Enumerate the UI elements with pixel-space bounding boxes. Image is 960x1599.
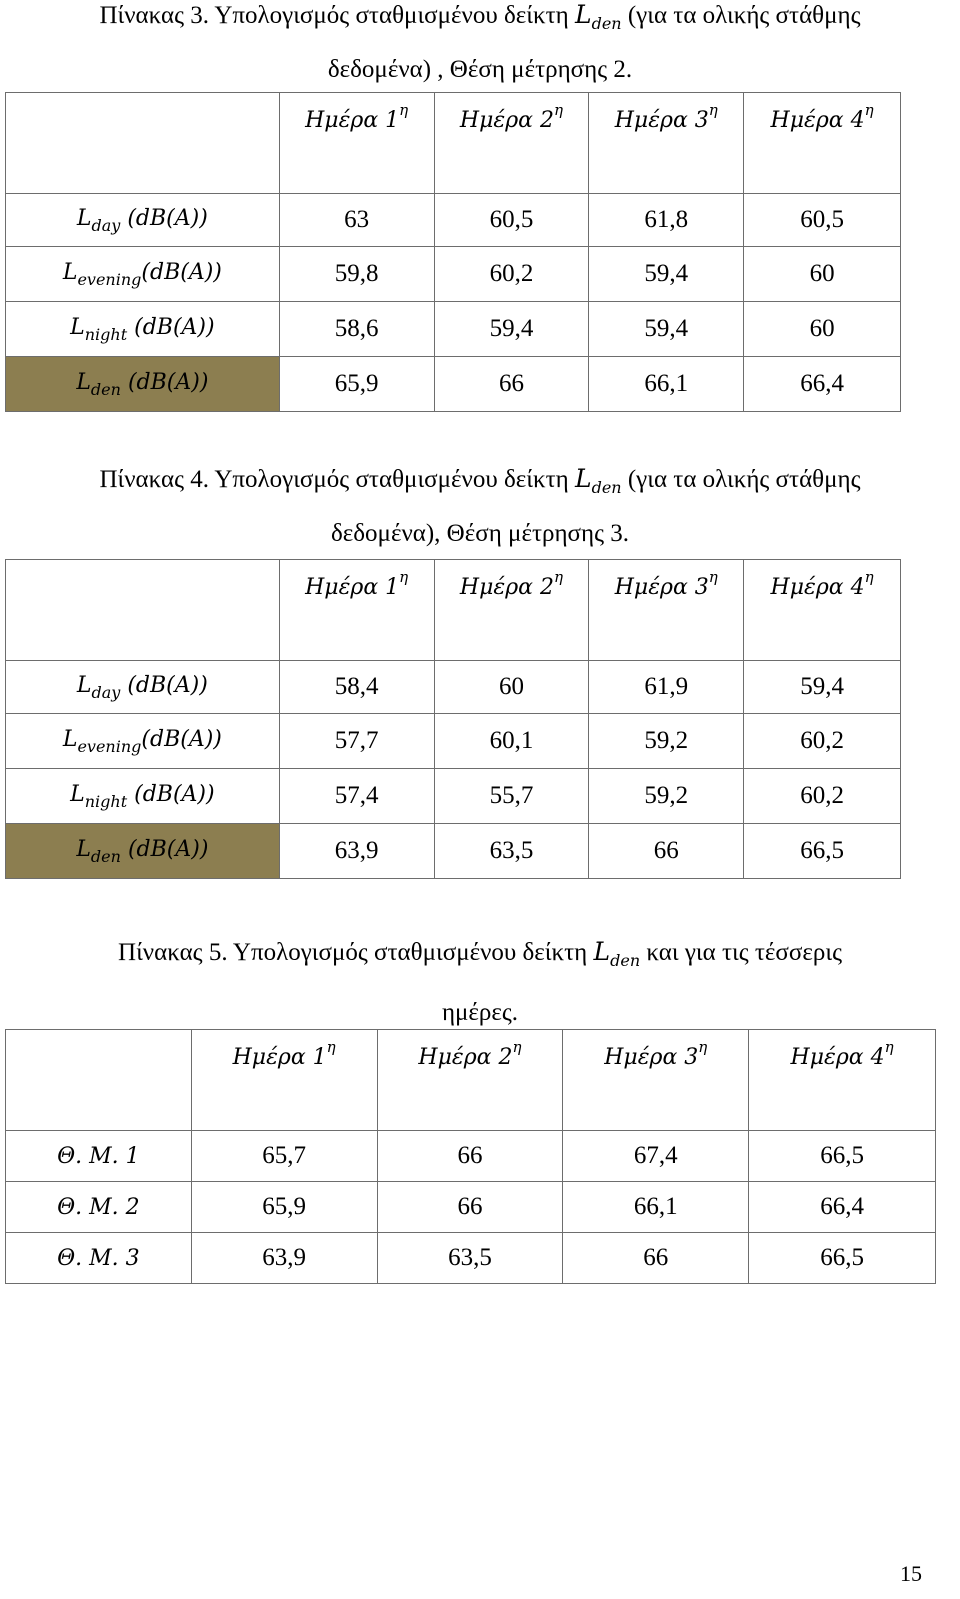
table-3: [5, 92, 901, 412]
table-cell: 61,9: [589, 661, 744, 714]
table-cell: 66: [589, 824, 744, 879]
table-cell: 59,8: [279, 247, 434, 302]
header-day-1: Ημέρα $1^\eta$: [279, 560, 434, 661]
caption-text: Πίνακας 4. Υπολογισμός σταθμισμένου δείκτη: [99, 466, 569, 493]
table-cell: 66: [434, 357, 589, 412]
table-cell: 59,4: [744, 661, 901, 714]
header-day-4: Ημέρα $4^\eta$: [749, 1030, 936, 1131]
table-row-lday: [6, 661, 901, 714]
corner-cell: [6, 1030, 192, 1131]
table-cell: 57,4: [279, 769, 434, 824]
caption-symbol: $L_{den}$: [574, 0, 622, 33]
table-3-caption: [0, 0, 960, 93]
caption-text: Πίνακας 5. Υπολογισμός σταθμισμένου δείκτη: [118, 939, 588, 966]
caption-line2: δεδομένα) , Θέση μέτρησης 2.: [327, 56, 633, 83]
row-label-levening: $L_{evening}(dB(A))$: [6, 247, 280, 302]
header-day-1: Ημέρα $1^\eta$: [279, 93, 434, 194]
row-label-lday: $L_{day}$ (dB(A)): [6, 661, 280, 714]
row-label-lday: $L_{day}$ (dB(A)): [6, 194, 280, 247]
header-row: [6, 93, 901, 194]
header-day-4: Ημέρα $4^\eta$: [744, 93, 901, 194]
table-cell: 59,2: [589, 714, 744, 769]
table-cell: 59,4: [589, 302, 744, 357]
caption-symbol: $L_{den}$: [593, 937, 641, 970]
table-cell: 65,9: [191, 1182, 377, 1233]
header-day-3: Ημέρα $3^\eta$: [589, 560, 744, 661]
row-label-position-1: Θ. Μ. 1: [6, 1131, 192, 1182]
table-cell: 58,6: [279, 302, 434, 357]
table-cell: 55,7: [434, 769, 589, 824]
table-4-caption: [0, 456, 960, 557]
table-cell: 66,1: [589, 357, 744, 412]
table-5-caption: [0, 926, 960, 1039]
table-cell: 63,5: [377, 1233, 563, 1284]
table-cell: 58,4: [279, 661, 434, 714]
row-label-lnight: $L_{night}$ (dB(A)): [6, 302, 280, 357]
table-cell: 60,5: [434, 194, 589, 247]
table-row-lden: [6, 357, 901, 412]
row-label-lden: $L_{den}$ (dB(A)): [6, 824, 280, 879]
table-cell: 61,8: [589, 194, 744, 247]
caption-tail: και για τις τέσσερις: [646, 939, 842, 966]
row-label-position-3: Θ. Μ. 3: [6, 1233, 192, 1284]
table-cell: 59,4: [589, 247, 744, 302]
table-row-levening: [6, 247, 901, 302]
table-4: [5, 559, 901, 879]
caption-tail: (για τα ολικής στάθμης: [627, 466, 861, 493]
corner-cell: [6, 93, 280, 194]
table-cell: 59,2: [589, 769, 744, 824]
table-row-lden: [6, 824, 901, 879]
caption-text: Πίνακας 3. Υπολογισμός σταθμισμένου δείκτη: [99, 2, 569, 29]
table-cell: 66,4: [749, 1182, 936, 1233]
table-cell: 65,7: [191, 1131, 377, 1182]
header-day-2: Ημέρα $2^\eta$: [434, 93, 589, 194]
table-cell: 66,1: [563, 1182, 749, 1233]
table-cell: 66,5: [749, 1233, 936, 1284]
table-row-position-2: [6, 1182, 936, 1233]
table-row-position-1: [6, 1131, 936, 1182]
table-row-position-3: [6, 1233, 936, 1284]
table-cell: 67,4: [563, 1131, 749, 1182]
table-cell: 63,9: [191, 1233, 377, 1284]
header-day-1: Ημέρα $1^\eta$: [191, 1030, 377, 1131]
table-cell: 60,2: [434, 247, 589, 302]
table-cell: 66: [377, 1131, 563, 1182]
table-row-levening: [6, 714, 901, 769]
row-label-lnight: $L_{night}$ (dB(A)): [6, 769, 280, 824]
header-day-2: Ημέρα $2^\eta$: [434, 560, 589, 661]
table-cell: 60,1: [434, 714, 589, 769]
page-number: 15: [900, 1561, 922, 1586]
table-cell: 66,5: [744, 824, 901, 879]
table-row-lnight: [6, 769, 901, 824]
header-day-3: Ημέρα $3^\eta$: [563, 1030, 749, 1131]
row-label-lden: $L_{den}$ (dB(A)): [6, 357, 280, 412]
table-cell: 66,5: [749, 1131, 936, 1182]
caption-line2: ημέρες.: [441, 999, 519, 1026]
header-day-3: Ημέρα $3^\eta$: [589, 93, 744, 194]
header-day-4: Ημέρα $4^\eta$: [744, 560, 901, 661]
table-cell: 66: [377, 1182, 563, 1233]
table-cell: 60: [434, 661, 589, 714]
table-cell: 63,9: [279, 824, 434, 879]
table-cell: 66,4: [744, 357, 901, 412]
table-cell: 59,4: [434, 302, 589, 357]
header-row: [6, 1030, 936, 1131]
table-row-lnight: [6, 302, 901, 357]
table-cell: 66: [563, 1233, 749, 1284]
row-label-position-2: Θ. Μ. 2: [6, 1182, 192, 1233]
caption-symbol: $L_{den}$: [574, 464, 622, 497]
table-cell: 63: [279, 194, 434, 247]
table-cell: 60,2: [744, 769, 901, 824]
table-cell: 60,2: [744, 714, 901, 769]
table-cell: 63,5: [434, 824, 589, 879]
row-label-levening: $L_{evening}(dB(A))$: [6, 714, 280, 769]
table-cell: 60,5: [744, 194, 901, 247]
caption-tail: (για τα ολικής στάθμης: [627, 2, 861, 29]
table-cell: 65,9: [279, 357, 434, 412]
header-row: [6, 560, 901, 661]
caption-line2: δεδομένα), Θέση μέτρησης 3.: [331, 520, 629, 547]
table-cell: 60: [744, 302, 901, 357]
table-row-lday: [6, 194, 901, 247]
table-cell: 57,7: [279, 714, 434, 769]
table-cell: 60: [744, 247, 901, 302]
header-day-2: Ημέρα $2^\eta$: [377, 1030, 563, 1131]
table-5: [5, 1029, 936, 1284]
corner-cell: [6, 560, 280, 661]
